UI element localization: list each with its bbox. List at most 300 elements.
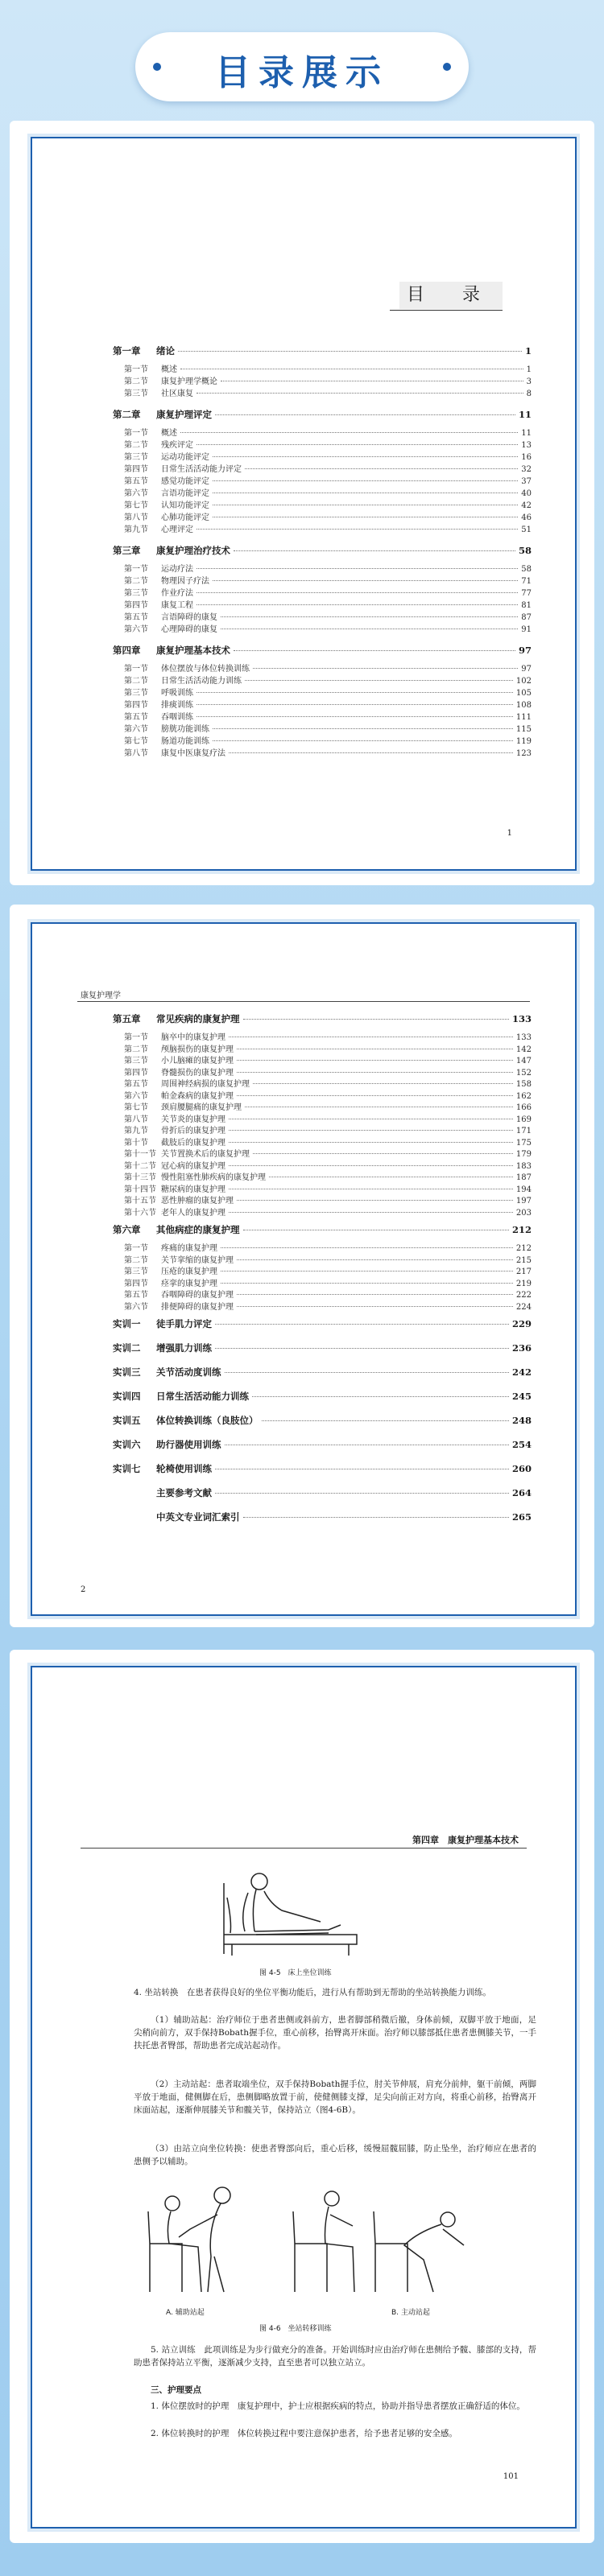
toc-leader <box>234 650 515 651</box>
toc-leader <box>262 1420 509 1421</box>
toc-label: 排痰训练 <box>161 701 193 710</box>
toc-page: 40 <box>521 489 532 498</box>
toc-number: 第二节 <box>124 441 148 450</box>
paragraph: （1）辅助站起：治疗师位于患者患侧或斜前方，患者脚部稍微后撤，身体前倾，双脚平放于地面，足尖稍向前方，双手保持Bobath握手位，重心前移，抬臀离开床面。治疗师以膝部抵住患者患侧膝关节，一手扶托患者臀部，帮助患者完成站起动作。 <box>134 2015 536 2050</box>
paragraph: （2）主动站起：患者取端坐位，双手保持Bobath握手位，肘关节伸展，肩充分前伸，躯干前倾，两脚平放于地面，健侧脚在后，患侧脚略放置于前，使健侧膝支撑，足尖向前正对方向，将重心前移，抬臀离开床面站起，逐渐伸展膝关节和髋关节，保持站立（图4-6B）。 <box>134 2079 536 2115</box>
toc-leader <box>197 568 518 569</box>
toc-leader <box>197 692 513 693</box>
toc-number: 第三节 <box>124 589 148 598</box>
toc-page: 194 <box>515 1185 532 1194</box>
toc-label: 认知功能评定 <box>161 501 209 510</box>
toc-section-row <box>113 1241 532 1253</box>
toc-label: 周围神经病损的康复护理 <box>161 1080 250 1089</box>
toc-page: 187 <box>515 1173 532 1182</box>
paragraph: 1. 体位摆放时的护理 康复护理中，护士应根据疾病的特点，协助并指导患者摆放正确舒适的体位。 <box>151 2401 525 2411</box>
toc-number: 第三节 <box>124 1267 148 1276</box>
toc-label: 排便障碍的康复护理 <box>161 1302 234 1312</box>
toc-page: 13 <box>521 441 532 450</box>
toc-label: 体位摆放与体位转换训练 <box>161 665 250 674</box>
toc-number: 第六章 <box>113 1224 141 1235</box>
toc-leader <box>197 716 513 717</box>
toc-page: 3 <box>526 377 532 386</box>
toc-number: 第四节 <box>124 601 148 610</box>
toc-number: 第四节 <box>124 701 148 710</box>
toc-section-row <box>113 722 532 734</box>
figure-caption: 图 4-5 床上坐位训练 <box>259 1969 332 1977</box>
toc-section-row <box>113 1264 532 1276</box>
toc-page: 158 <box>515 1080 532 1089</box>
toc-leader <box>221 1283 513 1284</box>
toc-section-row <box>113 1288 532 1300</box>
toc-section-row <box>113 426 532 438</box>
page-number: 101 <box>503 2472 519 2481</box>
toc-title: 目 录 <box>399 282 503 309</box>
toc-label: 骨折后的康复护理 <box>161 1127 225 1136</box>
toc-chapter-row <box>113 344 532 357</box>
toc-label: 康复护理基本技术 <box>156 645 230 656</box>
toc-section-row <box>113 1193 532 1206</box>
toc-page-1 <box>31 137 577 871</box>
toc-chapter-row <box>113 1438 532 1451</box>
toc-page: 42 <box>521 501 532 510</box>
toc-label: 康复工程 <box>161 601 193 610</box>
toc-label: 日常生活活动能力训练 <box>156 1391 249 1402</box>
toc-page: 16 <box>521 453 532 462</box>
banner-title: 目录展示 <box>215 52 389 93</box>
toc-label: 颅脑损伤的康复护理 <box>161 1045 234 1054</box>
toc-page: 265 <box>511 1511 532 1523</box>
toc-page: 87 <box>521 613 532 622</box>
toc-label: 残疾评定 <box>161 441 193 450</box>
page-number: 1 <box>507 829 512 838</box>
toc-label: 作业疗法 <box>161 589 193 598</box>
toc-section-row <box>113 1089 532 1101</box>
toc-label: 运动功能评定 <box>161 453 209 462</box>
toc-page: 1 <box>524 345 532 357</box>
figure-caption: 图 4-6 坐站转移训练 <box>259 2325 332 2333</box>
toc-page: 71 <box>521 577 532 586</box>
section-heading: 三、护理要点 <box>151 2385 201 2395</box>
toc-label: 慢性阻塞性肺疾病的康复护理 <box>161 1173 266 1182</box>
toc-chapter-row <box>113 1390 532 1403</box>
toc-leader <box>245 680 513 681</box>
toc-leader <box>221 616 518 617</box>
toc-leader <box>197 393 523 394</box>
toc-page: 111 <box>515 713 532 722</box>
toc-number: 实训四 <box>113 1391 141 1402</box>
toc-page: 133 <box>515 1033 532 1042</box>
toc-number: 第五节 <box>124 1291 148 1300</box>
toc-section-row <box>113 586 532 598</box>
toc-leader <box>213 456 518 457</box>
toc-label: 轮椅使用训练 <box>156 1463 212 1474</box>
toc-label: 言语障碍的康复 <box>161 613 217 622</box>
toc-page: 260 <box>511 1463 532 1474</box>
toc-label: 肠道功能训练 <box>161 737 209 746</box>
toc-number: 第十三节 <box>124 1173 156 1182</box>
toc-page: 175 <box>515 1138 532 1148</box>
toc-page: 11 <box>521 429 532 438</box>
toc-page: 46 <box>521 513 532 522</box>
toc-section-row <box>113 1065 532 1078</box>
toc-section-row <box>113 450 532 462</box>
toc-section-row <box>113 1123 532 1136</box>
toc-label: 概述 <box>161 429 177 438</box>
toc-number: 第六节 <box>124 1091 148 1101</box>
toc-leader <box>237 1294 513 1295</box>
toc-label: 言语功能评定 <box>161 489 209 498</box>
toc-leader <box>197 604 518 605</box>
toc-page: 212 <box>511 1224 532 1235</box>
toc-page: 169 <box>515 1115 532 1124</box>
toc-label: 体位转换训练（良肢位） <box>156 1415 259 1426</box>
toc-label: 常见疾病的康复护理 <box>156 1013 240 1024</box>
toc-chapter-row <box>113 408 532 421</box>
toc-label: 概述 <box>161 365 177 374</box>
toc-section-row <box>113 1300 532 1312</box>
toc-page: 162 <box>515 1091 532 1101</box>
toc-leader <box>253 668 518 669</box>
toc-number: 第三节 <box>124 689 148 698</box>
toc-page: 236 <box>511 1342 532 1354</box>
toc-chapter-row <box>113 1414 532 1427</box>
toc-section-row <box>113 1253 532 1265</box>
toc-section-row <box>113 1112 532 1124</box>
toc-number: 实训五 <box>113 1415 141 1426</box>
toc-page: 264 <box>511 1487 532 1498</box>
toc-page: 183 <box>515 1161 532 1171</box>
toc-leader <box>213 580 518 581</box>
toc-section-row <box>113 374 532 386</box>
toc-page: 229 <box>511 1318 532 1329</box>
toc-number: 第九节 <box>124 1127 148 1136</box>
toc-number: 实训六 <box>113 1439 141 1450</box>
toc-label: 痉挛的康复护理 <box>161 1279 217 1288</box>
toc-leader <box>197 529 518 530</box>
toc-page: 152 <box>515 1068 532 1078</box>
figure-label-a: A. 辅助站起 <box>166 2309 205 2317</box>
paragraph: （3）由站立向坐位转换：使患者臀部向后，重心后移，缓慢屈髋屈膝，防止坠坐，治疗师应在患者的患侧予以辅助。 <box>134 2144 536 2166</box>
toc-label: 康复护理治疗技术 <box>156 545 230 556</box>
toc-section-row <box>113 698 532 710</box>
toc-page: 142 <box>515 1045 532 1054</box>
toc-leader <box>245 468 518 469</box>
toc-label: 助行器使用训练 <box>156 1439 221 1450</box>
toc-label: 吞咽障碍的康复护理 <box>161 1291 234 1300</box>
toc-label: 疼痛的康复护理 <box>161 1244 217 1253</box>
toc-section-row <box>113 486 532 498</box>
toc-page: 222 <box>515 1291 532 1300</box>
toc-chapter-row <box>113 1317 532 1330</box>
toc-page: 8 <box>526 389 532 398</box>
toc-section-row <box>113 1147 532 1159</box>
toc-label: 增强肌力训练 <box>156 1342 212 1354</box>
head-rule <box>81 1848 527 1849</box>
toc-number: 第四节 <box>124 1068 148 1078</box>
toc-number: 第三章 <box>113 545 141 556</box>
toc-number: 第七节 <box>124 1103 148 1112</box>
toc-section-row <box>113 1170 532 1182</box>
toc-page: 119 <box>515 737 532 746</box>
toc-number: 第八节 <box>124 749 148 758</box>
toc-leader <box>229 1212 513 1213</box>
toc-leader <box>237 1060 513 1061</box>
toc-number: 第十四节 <box>124 1185 156 1194</box>
toc-chapter-row <box>113 1342 532 1354</box>
toc-label: 脑卒中的康复护理 <box>161 1033 225 1042</box>
toc-page: 147 <box>515 1057 532 1065</box>
toc-label: 康复中医康复疗法 <box>161 749 225 758</box>
toc-section-row <box>113 498 532 510</box>
toc-page: 102 <box>515 677 532 686</box>
toc-label: 日常生活活动能力评定 <box>161 465 242 474</box>
toc-chapter-row <box>113 544 532 557</box>
toc-leader <box>225 1372 509 1373</box>
toc-number: 第二章 <box>113 409 141 420</box>
toc-section-row <box>113 746 532 758</box>
toc-page: 171 <box>515 1127 532 1136</box>
toc-number: 第五节 <box>124 1080 148 1089</box>
toc-label: 截肢后的康复护理 <box>161 1138 225 1148</box>
toc-label: 日常生活活动能力训练 <box>161 677 242 686</box>
toc-leader <box>180 432 518 433</box>
toc-leader <box>237 1072 513 1073</box>
toc-number: 第七节 <box>124 737 148 746</box>
toc-number: 第二节 <box>124 377 148 386</box>
toc-number: 第十五节 <box>124 1197 156 1206</box>
toc-page: 179 <box>515 1150 532 1159</box>
toc-number: 第十二节 <box>124 1161 156 1171</box>
toc-label: 徒手肌力评定 <box>156 1318 212 1329</box>
toc-leader <box>237 1259 513 1260</box>
toc-section-row <box>113 622 532 634</box>
toc-leader <box>197 704 513 705</box>
toc-page: 32 <box>521 465 532 474</box>
toc-number: 第二节 <box>124 1255 148 1265</box>
toc-section-row <box>113 1206 532 1218</box>
toc-leader <box>197 592 518 593</box>
toc-number: 第六节 <box>124 725 148 734</box>
toc-section-row <box>113 1053 532 1065</box>
toc-section-row <box>113 686 532 698</box>
toc-number: 第一节 <box>124 365 148 374</box>
toc-number: 第二节 <box>124 677 148 686</box>
toc-page: 77 <box>521 589 532 598</box>
toc-number: 第二节 <box>124 1045 148 1054</box>
toc-label: 主要参考文献 <box>156 1487 212 1498</box>
toc-number: 第四章 <box>113 645 141 656</box>
toc-number: 第五节 <box>124 713 148 722</box>
toc-page: 1 <box>526 365 532 374</box>
toc-section-row <box>113 598 532 610</box>
toc-label: 帕金森病的康复护理 <box>161 1091 234 1101</box>
toc-section-row <box>113 462 532 474</box>
toc-leader <box>237 1095 513 1096</box>
toc-label: 老年人的康复护理 <box>161 1208 225 1218</box>
toc-number: 第一节 <box>124 665 148 674</box>
toc-number: 第五章 <box>113 1013 141 1024</box>
toc-section-row <box>113 386 532 398</box>
toc-label: 心肺功能评定 <box>161 513 209 522</box>
toc-number: 第一节 <box>124 565 148 574</box>
toc-page: 123 <box>515 749 532 758</box>
head-rule <box>77 1001 530 1002</box>
toc-leader <box>213 480 518 481</box>
toc-label: 物理因子疗法 <box>161 577 209 586</box>
toc-number: 第一节 <box>124 1033 148 1042</box>
toc-section-row <box>113 1077 532 1089</box>
toc-number: 第十一节 <box>124 1150 156 1159</box>
toc-section-row <box>113 1159 532 1171</box>
toc-label: 中英文专业词汇索引 <box>156 1511 240 1523</box>
toc-page: 219 <box>515 1279 532 1288</box>
toc-section-row <box>113 674 532 686</box>
toc-leader <box>215 1324 509 1325</box>
paragraph: 5. 站立训练 此项训练是为步行做充分的准备。开始训练时应由治疗师在患侧给予髋、膝部的支持，帮助患者保持站立平衡，逐渐减少支持，直至患者可以独立站立。 <box>134 2345 536 2368</box>
toc-number: 第十节 <box>124 1138 148 1148</box>
toc-label: 关节置换术后的康复护理 <box>161 1150 250 1159</box>
toc-number: 第七节 <box>124 501 148 510</box>
toc-number: 第一节 <box>124 1244 148 1253</box>
toc-leader <box>215 1348 509 1349</box>
toc-number: 第八节 <box>124 513 148 522</box>
toc-section-row <box>113 362 532 374</box>
toc-section-row <box>113 1100 532 1112</box>
toc-label: 关节炎的康复护理 <box>161 1115 225 1124</box>
toc-section-row <box>113 662 532 674</box>
running-head: 第四章 康复护理基本技术 <box>412 1835 519 1845</box>
toc-label: 社区康复 <box>161 389 193 398</box>
toc-page: 212 <box>515 1244 532 1253</box>
toc-number: 第一节 <box>124 429 148 438</box>
toc-page: 217 <box>515 1267 532 1276</box>
toc-number: 第五节 <box>124 477 148 486</box>
toc-label: 颈肩腰腿痛的康复护理 <box>161 1103 242 1112</box>
toc-leader <box>215 1493 509 1494</box>
toc-page-2 <box>31 922 577 1616</box>
toc-leader <box>229 1142 513 1143</box>
paragraph: 2. 体位转换时的护理 体位转换过程中要注意保护患者，给予患者足够的安全感。 <box>151 2429 457 2438</box>
toc-number: 第九节 <box>124 526 148 534</box>
toc-label: 小儿脑瘫的康复护理 <box>161 1057 234 1065</box>
toc-section-row <box>113 522 532 534</box>
sit-to-stand-illustration <box>134 2179 488 2300</box>
toc-section-row <box>113 574 532 586</box>
toc-section-row <box>113 562 532 574</box>
toc-label: 关节挛缩的康复护理 <box>161 1255 234 1265</box>
bed-sitting-illustration <box>208 1857 369 1960</box>
toc-label: 压疮的康复护理 <box>161 1267 217 1276</box>
toc-label: 膀胱功能训练 <box>161 725 209 734</box>
toc-chapter-row <box>113 1462 532 1475</box>
banner-pill <box>135 32 469 101</box>
toc-label: 心理评定 <box>161 526 193 534</box>
toc-title-rule <box>390 310 503 311</box>
toc-number: 第六节 <box>124 1302 148 1312</box>
toc-page: 224 <box>515 1302 532 1312</box>
toc-leader <box>197 444 518 445</box>
toc-label: 关节活动度训练 <box>156 1366 221 1378</box>
toc-number: 第五节 <box>124 613 148 622</box>
toc-leader <box>229 752 513 753</box>
toc-leader <box>237 1200 513 1201</box>
toc-section-row <box>113 710 532 722</box>
toc-leader <box>213 740 513 741</box>
toc-leader <box>221 1247 513 1248</box>
toc-page: 133 <box>511 1013 532 1024</box>
toc-label: 呼吸训练 <box>161 689 193 698</box>
toc-leader <box>253 1153 513 1154</box>
toc-number: 实训三 <box>113 1366 141 1378</box>
toc-number: 第二节 <box>124 577 148 586</box>
toc-leader <box>252 1396 509 1397</box>
toc-label: 恶性肿瘤的康复护理 <box>161 1197 234 1206</box>
page-number: 2 <box>81 1585 86 1594</box>
content-page <box>31 1666 577 2529</box>
toc-label: 运动疗法 <box>161 565 193 574</box>
toc-leader <box>221 1271 513 1272</box>
toc-page: 91 <box>521 625 532 634</box>
toc-page: 248 <box>511 1415 532 1426</box>
toc-section-row <box>113 610 532 622</box>
toc-chapter-row <box>113 644 532 657</box>
toc-label: 心理障碍的康复 <box>161 625 217 634</box>
toc-page: 58 <box>518 545 532 556</box>
toc-leader <box>237 1306 513 1307</box>
toc-page: 37 <box>521 477 532 486</box>
toc-section-row <box>113 510 532 522</box>
toc-section-row <box>113 1136 532 1148</box>
toc-section-row <box>113 474 532 486</box>
toc-page: 215 <box>515 1255 532 1265</box>
toc-page: 97 <box>521 665 532 674</box>
toc-page: 254 <box>511 1439 532 1450</box>
figure-label-b: B. 主动站起 <box>391 2309 430 2317</box>
toc-section-row <box>113 438 532 450</box>
toc-page: 105 <box>515 689 532 698</box>
toc-number: 实训二 <box>113 1342 141 1354</box>
toc-number: 第三节 <box>124 453 148 462</box>
toc-number: 第三节 <box>124 389 148 398</box>
toc-page: 197 <box>515 1197 532 1206</box>
toc-chapter-row <box>113 1366 532 1379</box>
toc-section-row <box>113 1182 532 1194</box>
toc-label: 康复护理学概论 <box>161 377 217 386</box>
toc-page: 245 <box>511 1391 532 1402</box>
toc-number: 第六节 <box>124 625 148 634</box>
toc-number: 第四节 <box>124 1279 148 1288</box>
toc-leader <box>243 1019 509 1020</box>
toc-label: 糖尿病的康复护理 <box>161 1185 225 1194</box>
toc-number: 实训一 <box>113 1318 141 1329</box>
toc-leader <box>215 414 515 415</box>
toc-chapter-row <box>113 1486 532 1499</box>
toc-page: 203 <box>515 1208 532 1218</box>
toc-page: 242 <box>511 1366 532 1378</box>
toc-label: 康复护理评定 <box>156 409 212 420</box>
toc-leader <box>213 728 513 729</box>
toc-chapter-row <box>113 1012 532 1025</box>
toc-page: 115 <box>515 725 532 734</box>
toc-page: 108 <box>515 701 532 710</box>
toc-page: 58 <box>521 565 532 574</box>
toc-label: 其他病症的康复护理 <box>156 1224 240 1235</box>
toc-chapter-row <box>113 1511 532 1523</box>
toc-leader <box>234 550 515 551</box>
toc-section-row <box>113 1276 532 1288</box>
toc-label: 绪论 <box>156 345 175 357</box>
toc-page: 166 <box>515 1103 532 1112</box>
